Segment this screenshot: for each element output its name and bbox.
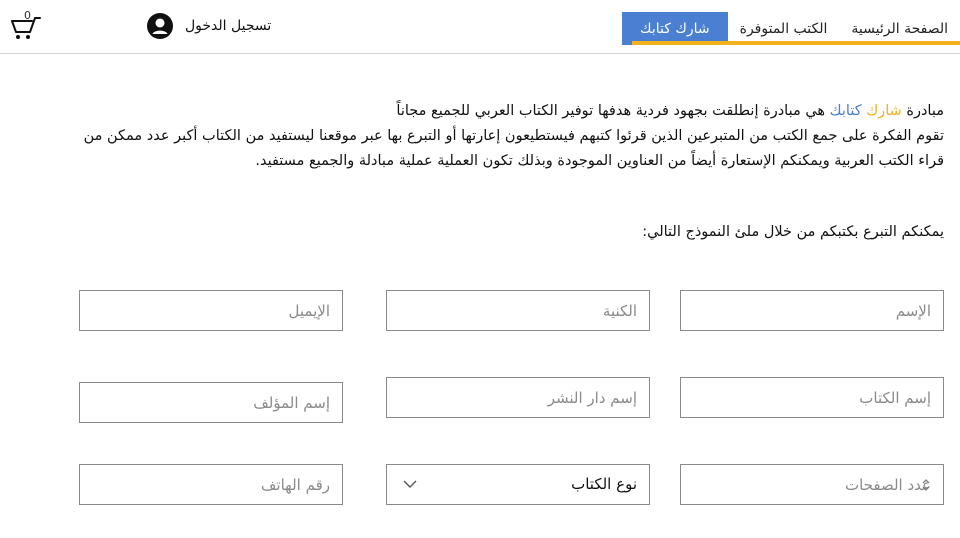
first-name-input[interactable] [680,290,944,331]
intro-text [12,99,944,174]
pages-input[interactable] [680,464,944,505]
intro-line-3: قراء الكتب العربية ويمكنكم الإستعارة أيضاً من العناوين الموجودة وبذلك تكون العملية عملية مبادلة والجميع مستفيد. [255,153,944,169]
tab-available-books[interactable]: الكتب المتوفرة [739,20,828,37]
nav-underline [632,41,960,45]
intro-line-1-rest: هي مبادرة إنطلقت بجهود فردية هدفها توفير الكتاب العربي للجميع مجاناً [396,103,830,119]
chevron-down-icon [403,479,417,489]
tab-share-book[interactable]: شارك كتابك [622,12,728,45]
form-prompt: يمكنكم التبرع بكتبكم من خلال ملئ النموذج التالي: [642,224,944,240]
login-link[interactable] [147,13,271,39]
book-type-select[interactable] [386,464,650,505]
login-label: تسجيل الدخول [185,18,272,34]
brand-name-part2: كتابك [829,103,862,119]
author-input[interactable] [79,382,343,423]
book-type-selected: نوع الكتاب [571,475,637,493]
cart-button[interactable] [8,9,42,42]
tab-home[interactable]: الصفحة الرئيسية [851,20,948,37]
intro-line-1 [12,99,944,124]
phone-input[interactable] [79,464,343,505]
book-name-input[interactable] [680,377,944,418]
publisher-input[interactable] [386,377,650,418]
cart-count: 0 [24,9,31,22]
brand-name-part1: شارك [866,103,902,119]
email-input[interactable] [79,290,343,331]
intro-line-2: تقوم الفكرة على جمع الكتب من المتبرعين الذين قرئوا كتبهم فيستطيعون إعارتها أو التبرع بها عبر موقعنا ليستفيد من الكتاب أكبر عدد ممكن من [83,128,944,144]
last-name-input[interactable] [386,290,650,331]
intro-prefix: مبادرة [901,103,944,119]
top-header [0,0,960,54]
user-icon [147,13,173,39]
number-spinner-icon[interactable] [922,478,930,492]
